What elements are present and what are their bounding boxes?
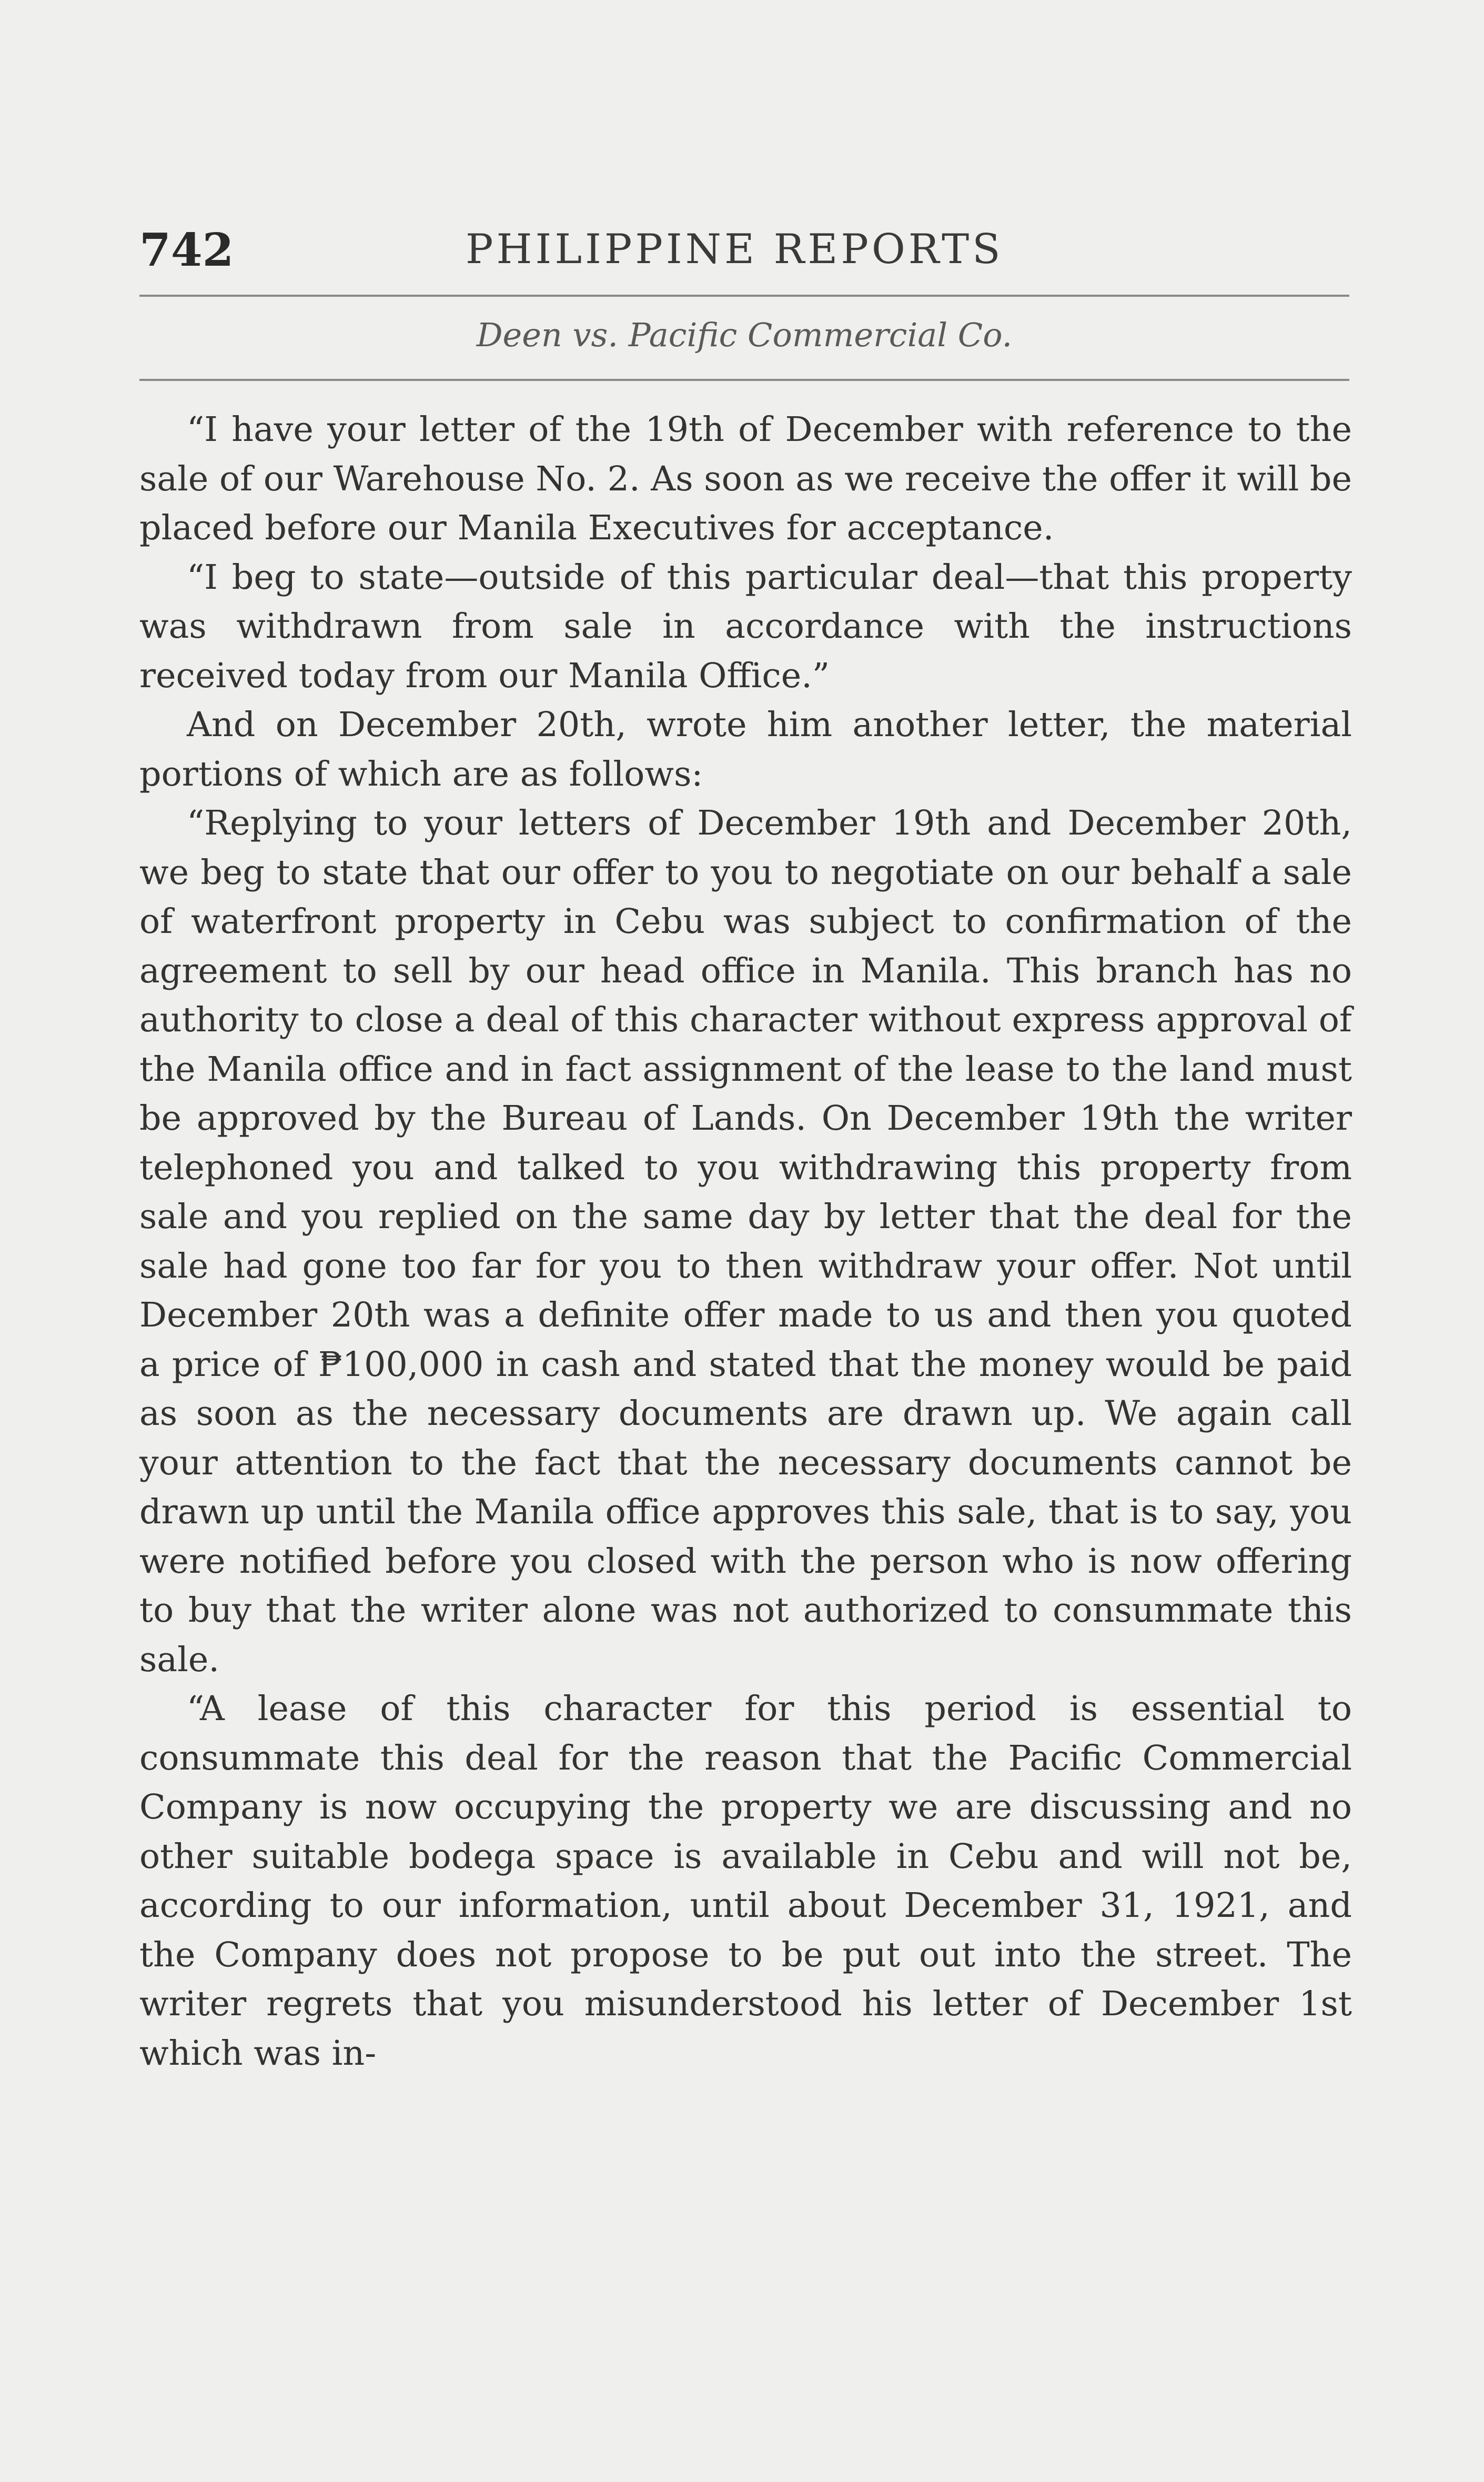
paragraph-withdrawal-notice: “I beg to state—outside of this particular deal—that this property was withdrawn from sale in accordance with the instructions received today from our Manila Office.” [139,557,1352,696]
body-text [139,405,1352,2352]
paragraph-narrative: And on December 20th, wrote him another letter, the material portions of which are as follows: [139,705,1352,794]
running-head: PHILIPPINE REPORTS [466,226,1004,273]
page-header [139,224,1349,303]
case-title: Deen vs. Pacific Commercial Co. [476,316,1013,354]
page-number: 742 [139,224,234,277]
paragraph-reply-letter: “Replying to your letters of December 19th and December 20th, we beg to state that our offer to you to negotiate on our behalf a sale of waterfront property in Cebu was subject to confirmation of the agreement to sell by our head office in Manila. This branch has no authority to close a deal of this character without express approval of the Manila office and in fact assignment of the lease to the land must be approved by the Bureau of Lands. On December 19th the writer telephoned you and talked to you withdrawing this property from sale and you replied on the same day by letter that the deal for the sale had gone too far for you to then withdraw your offer. Not until December 20th was a definite offer made to us and then you quoted a price of ₱100,000 in cash and stated that the money would be paid as soon as the necessary documents are drawn up. We again call your attention to the fact that the necessary documents cannot be drawn up until the Manila office approves this sale, that is to say, you were notified before you closed with the person who is now offering to buy that the writer alone was not authorized to consummate this sale. [139,803,1352,1680]
header-rule-top [139,295,1349,297]
header-rule-bottom [139,379,1349,381]
paragraph-lease-letter: “A lease of this character for this period is essential to consummate this deal for the reason that the Pacific Commercial Company is now occupying the property we are discussing and no other suitable bodega space is available in Cebu and will not be, according to our information, until about December 31, 1921, and the Company does not propose to be put out into the street. The writer regrets that you misunderstood his letter of December 1st which was in- [139,1689,1352,2073]
paragraph-letter-acknowledgement: “I have your letter of the 19th of December with reference to the sale of our Warehouse No. 2. As soon as we receive the offer it will be placed before our Manila Executives for acceptance. [139,410,1352,548]
